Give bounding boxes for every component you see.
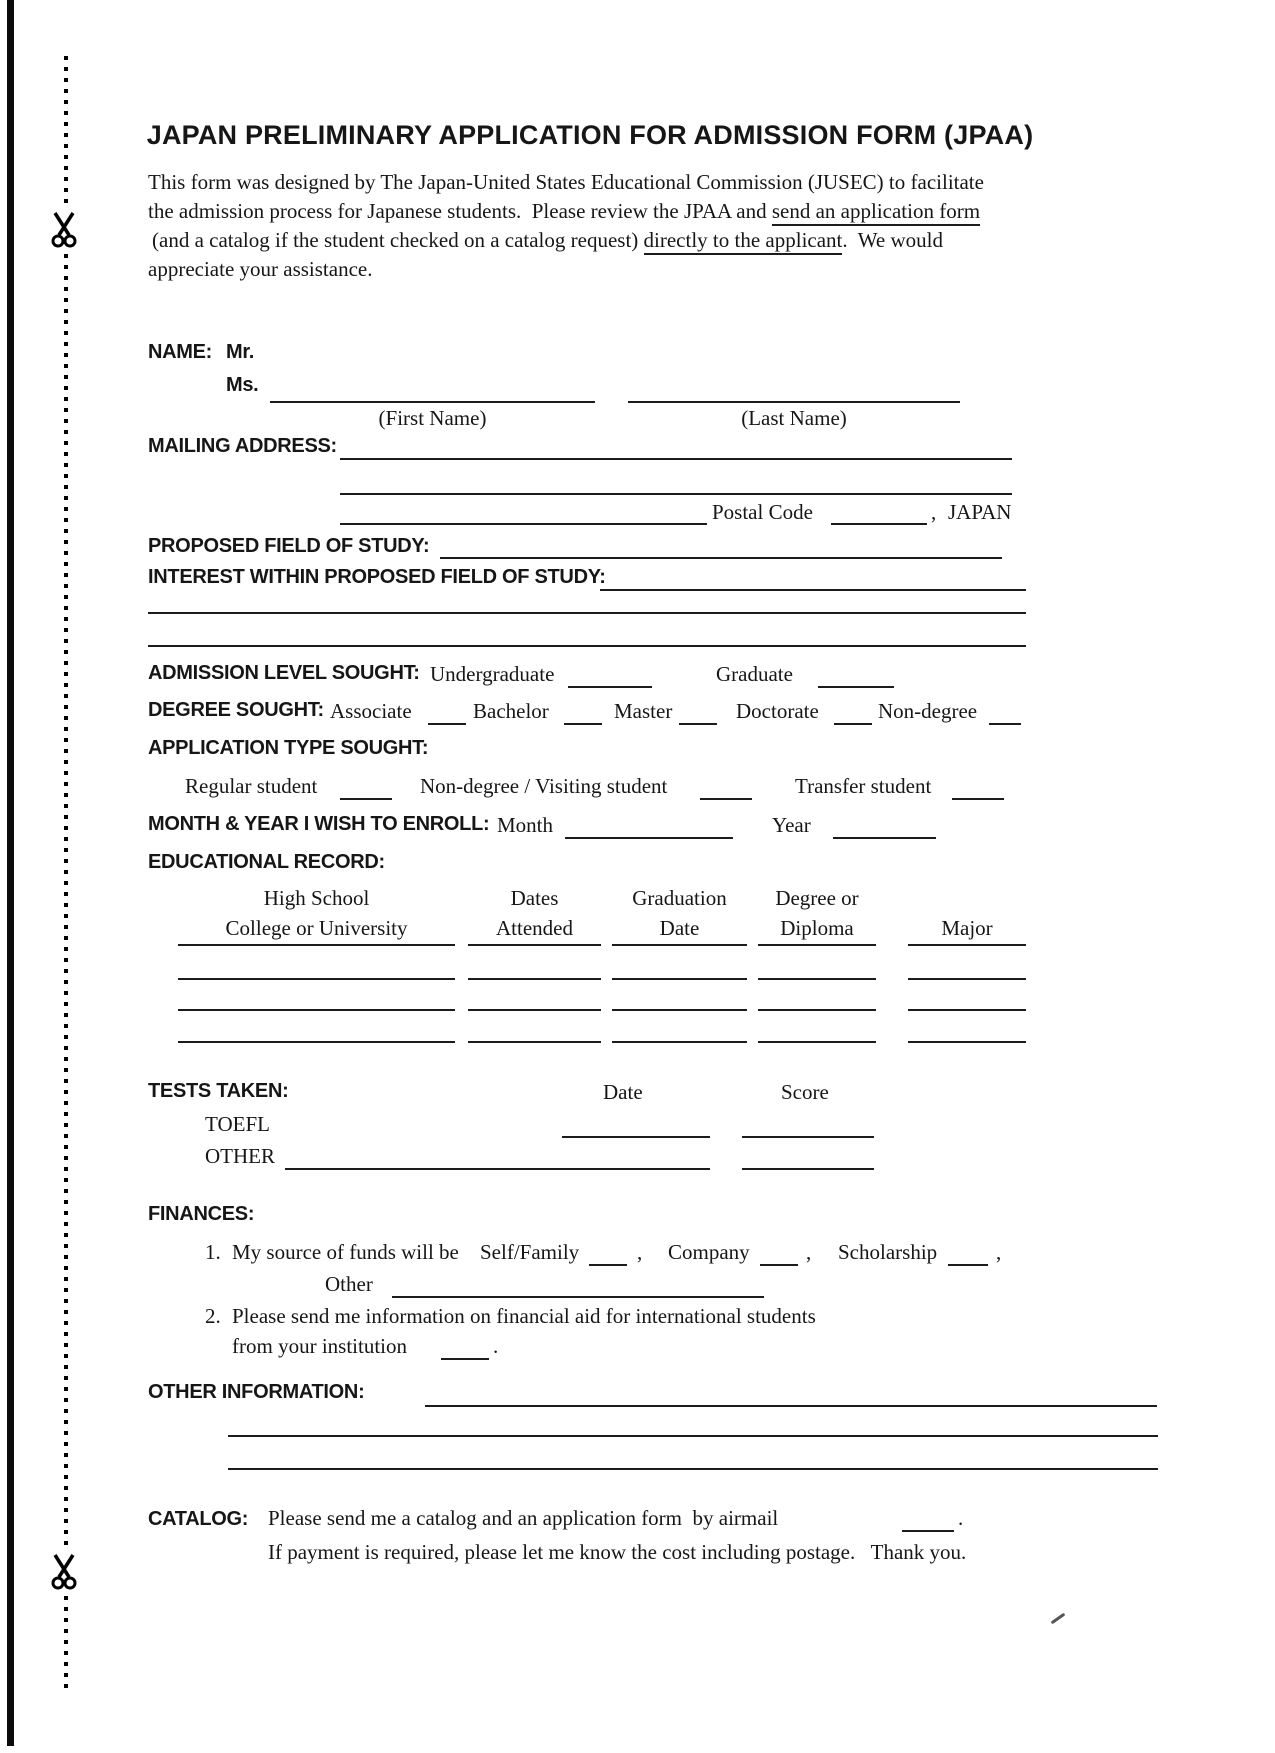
scholarship-field <box>948 1264 988 1266</box>
financial-aid-field <box>441 1358 489 1360</box>
edu-row-3-dates-field <box>468 1041 601 1043</box>
intro-line-4: appreciate your assistance. <box>148 257 373 281</box>
other-information-field-line-1 <box>425 1405 1157 1407</box>
associate-field <box>428 723 466 725</box>
toefl-label: TOEFL <box>205 1112 270 1136</box>
edu-row-1-school-field <box>178 978 455 980</box>
degree-doctorate-label: Doctorate <box>736 699 819 723</box>
catalog-line-1: Please send me a catalog and an application form by airmail <box>268 1506 779 1530</box>
degree-bachelor-label: Bachelor <box>473 699 549 723</box>
finances-item2-period: . <box>493 1334 499 1358</box>
undergraduate-label: Undergraduate <box>430 662 555 686</box>
edu-row-2-major-field <box>908 1009 1026 1011</box>
educational-record-label: EDUCATIONAL RECORD: <box>148 851 385 873</box>
last-name-caption: (Last Name) <box>741 406 847 430</box>
finances-comma-2: , <box>806 1240 812 1264</box>
regular-student-field <box>340 798 392 800</box>
undergraduate-field <box>568 686 652 688</box>
catalog-period: . <box>958 1506 964 1530</box>
other-test-name-field <box>285 1168 593 1170</box>
page-binding-edge <box>7 0 14 1746</box>
admission-level-label: ADMISSION LEVEL SOUGHT: <box>148 662 420 684</box>
year-field <box>833 837 936 839</box>
edu-row-2-school-field <box>178 1009 455 1011</box>
edu-row-3-major-field <box>908 1041 1026 1043</box>
transfer-student-field <box>952 798 1004 800</box>
edu-col5-header-bottom: Major <box>908 916 1026 946</box>
edu-row-1-degree-field <box>758 978 876 980</box>
finances-item1-number: 1. <box>205 1240 221 1264</box>
mailing-address-line-1-field <box>340 458 1012 460</box>
intro-line-3-tail: . We would <box>842 228 943 252</box>
other-test-label: OTHER <box>205 1144 275 1168</box>
intro-line-1: This form was designed by The Japan-United States Educational Commission (JUSEC) to facilitate <box>148 170 984 194</box>
intro-underlined-phrase-1: send an application form <box>772 199 980 226</box>
intro-line-2-text: the admission process for Japanese students. Please review the JPAA and <box>148 199 772 223</box>
name-mr-label: Mr. <box>226 341 254 363</box>
finances-item2-line2: from your institution <box>232 1334 407 1358</box>
intro-line-3 <box>152 228 943 252</box>
visiting-student-field <box>700 798 752 800</box>
edu-col2-header-bottom: Attended <box>468 916 601 946</box>
postal-code-label: Postal Code <box>712 500 813 524</box>
postal-comma: , <box>931 500 937 524</box>
finances-item2-number: 2. <box>205 1304 221 1328</box>
enroll-month-label: Month <box>497 813 554 837</box>
name-ms-label: Ms. <box>226 374 259 396</box>
interest-field-line-1 <box>600 589 1026 591</box>
degree-associate-label: Associate <box>330 699 412 723</box>
edu-row-2-graduation-field <box>612 1009 747 1011</box>
edu-row-1-graduation-field <box>612 978 747 980</box>
degree-master-label: Master <box>614 699 673 723</box>
edu-row-3-degree-field <box>758 1041 876 1043</box>
edu-col4-header-bottom: Diploma <box>758 916 876 946</box>
other-funds-field <box>392 1296 764 1298</box>
graduate-field <box>818 686 894 688</box>
edu-col3-header-bottom: Date <box>612 916 747 946</box>
intro-line-3-text: (and a catalog if the student checked on a catalog request) <box>152 228 644 252</box>
interest-field-line-2 <box>148 612 1026 614</box>
other-information-label: OTHER INFORMATION: <box>148 1381 365 1403</box>
toefl-date-field <box>562 1136 710 1138</box>
toefl-score-field <box>742 1136 874 1138</box>
last-name-field <box>628 401 960 403</box>
edu-col1-header-top: High School <box>263 886 370 910</box>
first-name-field <box>270 401 595 403</box>
self-family-label: Self/Family <box>480 1240 580 1264</box>
visiting-student-label: Non-degree / Visiting student <box>420 774 668 798</box>
catalog-line-2: If payment is required, please let me know the cost including postage. Thank you. <box>268 1540 967 1564</box>
other-funds-label: Other <box>325 1272 373 1296</box>
other-information-field-line-2 <box>228 1435 1158 1437</box>
transfer-student-label: Transfer student <box>795 774 932 798</box>
proposed-field-of-study-field <box>440 557 1002 559</box>
name-label: NAME: <box>148 341 213 363</box>
company-field <box>760 1264 798 1266</box>
edu-col1-header-bottom: College or University <box>178 916 455 946</box>
other-test-date-field <box>562 1168 710 1170</box>
finances-item2-line1: Please send me information on financial aid for international students <box>232 1304 816 1328</box>
edu-row-1-major-field <box>908 978 1026 980</box>
other-test-score-field <box>742 1168 874 1170</box>
other-information-field-line-3 <box>228 1468 1158 1470</box>
edu-row-2-degree-field <box>758 1009 876 1011</box>
non-degree-field <box>989 723 1021 725</box>
bachelor-field <box>564 723 602 725</box>
intro-underlined-phrase-2: directly to the applicant <box>644 228 843 255</box>
degree-sought-label: DEGREE SOUGHT: <box>148 699 324 721</box>
self-family-field <box>589 1264 627 1266</box>
country-label: JAPAN <box>948 500 1012 524</box>
finances-item1-text: My source of funds will be <box>232 1240 459 1264</box>
form-title: JAPAN PRELIMINARY APPLICATION FOR ADMISSION FORM (JPAA) <box>146 120 1034 150</box>
cut-dotted-line <box>64 56 68 1694</box>
edu-col2-header-top: Dates <box>510 886 559 910</box>
company-label: Company <box>668 1240 750 1264</box>
edu-row-3-school-field <box>178 1041 455 1043</box>
interest-field-label: INTEREST WITHIN PROPOSED FIELD OF STUDY: <box>148 566 606 588</box>
scissors-icon <box>50 206 78 254</box>
scholarship-label: Scholarship <box>838 1240 938 1264</box>
master-field <box>679 723 717 725</box>
catalog-label: CATALOG: <box>148 1508 249 1530</box>
graduate-label: Graduate <box>716 662 793 686</box>
stray-pen-mark <box>1051 1613 1066 1625</box>
degree-nondegree-label: Non-degree <box>878 699 978 723</box>
interest-field-line-3 <box>148 645 1026 647</box>
edu-col3-header-top: Graduation <box>632 886 727 910</box>
tests-date-header: Date <box>603 1080 643 1104</box>
tests-taken-label: TESTS TAKEN: <box>148 1080 289 1102</box>
enroll-label: MONTH & YEAR I WISH TO ENROLL: <box>148 813 490 835</box>
finances-comma-3: , <box>996 1240 1002 1264</box>
month-field <box>565 837 733 839</box>
regular-student-label: Regular student <box>185 774 318 798</box>
doctorate-field <box>834 723 872 725</box>
postal-code-field <box>831 523 927 525</box>
enroll-year-label: Year <box>772 813 811 837</box>
proposed-field-label: PROPOSED FIELD OF STUDY: <box>148 535 430 557</box>
finances-label: FINANCES: <box>148 1203 255 1225</box>
airmail-field <box>902 1530 954 1532</box>
tests-score-header: Score <box>781 1080 829 1104</box>
edu-row-2-dates-field <box>468 1009 601 1011</box>
scissors-icon <box>50 1548 78 1596</box>
edu-row-1-dates-field <box>468 978 601 980</box>
edu-col4-header-top: Degree or <box>775 886 859 910</box>
first-name-caption: (First Name) <box>378 406 487 430</box>
intro-line-2 <box>148 199 980 223</box>
edu-row-3-graduation-field <box>612 1041 747 1043</box>
mailing-address-line-3-field <box>340 523 707 525</box>
mailing-address-label: MAILING ADDRESS: <box>148 435 337 457</box>
finances-comma-1: , <box>637 1240 643 1264</box>
application-type-label: APPLICATION TYPE SOUGHT: <box>148 737 429 759</box>
mailing-address-line-2-field <box>340 493 1012 495</box>
